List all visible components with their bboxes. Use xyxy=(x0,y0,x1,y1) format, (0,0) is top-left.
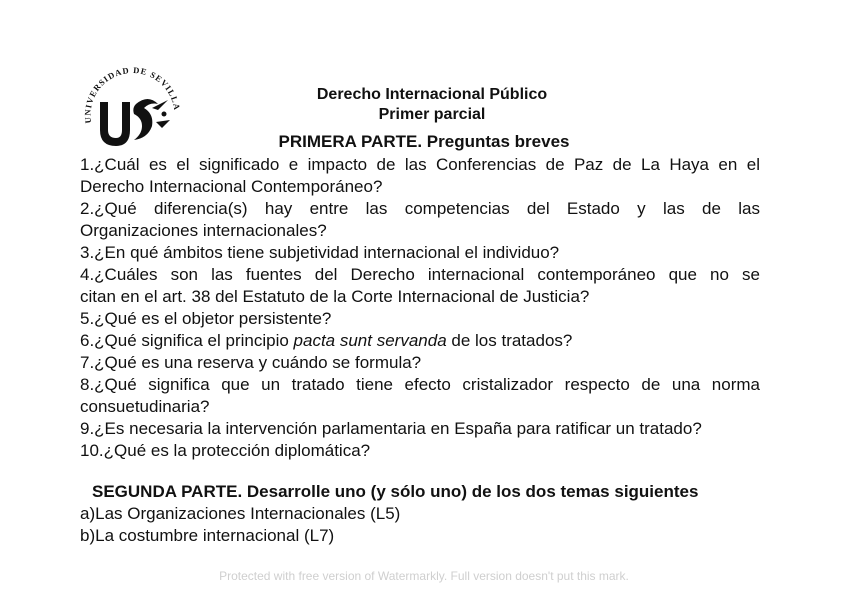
question-text: 2.¿Qué diferencia(s) hay entre las competencias del Estado y las de las xyxy=(80,199,760,218)
question-text: de los tratados? xyxy=(446,331,573,350)
topic-item: b)La costumbre internacional (L7) xyxy=(80,526,335,545)
question-item xyxy=(80,330,760,352)
question-item xyxy=(80,418,760,440)
question-text: Organizaciones internacionales? xyxy=(80,221,327,240)
part1-heading xyxy=(0,132,848,152)
question-text: 7.¿Qué es una reserva y cuándo se formula? xyxy=(80,353,422,372)
question-item xyxy=(80,440,760,462)
question-item xyxy=(80,308,760,330)
question-text: 1.¿Cuál es el significado e impacto de las Conferencias de Paz de La Haya en el xyxy=(80,155,760,174)
question-text: 8.¿Qué significa que un tratado tiene efecto cristalizador respecto de una norma xyxy=(80,375,760,394)
question-text: 6.¿Qué significa el principio xyxy=(80,331,294,350)
question-text: 9.¿Es necesaria la intervención parlamentaria en España para ratificar un tratado? xyxy=(80,419,702,438)
question-text: citan en el art. 38 del Estatuto de la Corte Internacional de Justicia? xyxy=(80,287,590,306)
watermark-text: Protected with free version of Watermarkly. Full version doesn't put this mark. xyxy=(219,569,629,583)
part1-subtitle: . Preguntas breves xyxy=(417,132,570,151)
question-text: 10.¿Qué es la protección diplomática? xyxy=(80,441,371,460)
question-list xyxy=(80,154,760,462)
question-italic-term: pacta sunt servanda xyxy=(293,331,447,350)
page-title: Derecho Internacional Público xyxy=(316,86,548,103)
part2-heading: SEGUNDA PARTE. Desarrolle uno (y sólo uno) de los dos temas siguientes xyxy=(92,482,699,501)
question-item xyxy=(80,374,760,418)
question-item xyxy=(80,242,760,264)
question-text: consuetudinaria? xyxy=(80,397,210,416)
question-text: 4.¿Cuáles son las fuentes del Derecho internacional contemporáneo que no se xyxy=(80,265,760,284)
question-text: 5.¿Qué es el objetor persistente? xyxy=(80,309,332,328)
question-text: 3.¿En qué ámbitos tiene subjetividad internacional el individuo? xyxy=(80,243,560,262)
question-item xyxy=(80,154,760,198)
question-text: Derecho Internacional Contemporáneo? xyxy=(80,177,383,196)
seal-text: UNIVERSIDAD DE SEVILLA xyxy=(82,64,183,124)
question-item xyxy=(80,352,760,374)
page-subtitle: Primer parcial xyxy=(378,106,486,123)
topic-item: a)Las Organizaciones Internacionales (L5) xyxy=(80,504,401,523)
question-item xyxy=(80,264,760,308)
topic-list xyxy=(80,503,400,547)
question-item xyxy=(80,198,760,242)
part1-label: PRIMERA PARTE xyxy=(278,132,418,151)
